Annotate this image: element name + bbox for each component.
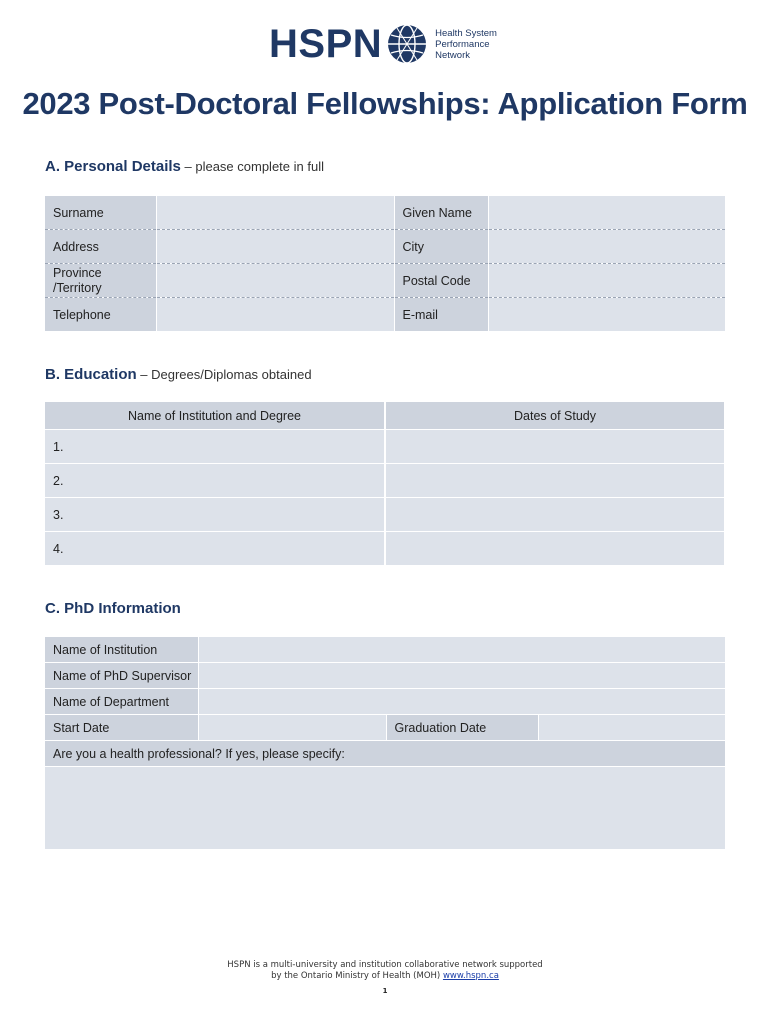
education-row-1-institution[interactable]: 1.	[45, 430, 385, 464]
education-row-2-institution[interactable]: 2.	[45, 464, 385, 498]
table-row	[45, 498, 725, 532]
education-row-4-dates[interactable]	[385, 532, 725, 566]
phd-supervisor-label: Name of PhD Supervisor	[45, 663, 198, 689]
graduation-date-field[interactable]	[538, 715, 725, 741]
education-row-4-institution[interactable]: 4.	[45, 532, 385, 566]
phd-supervisor-field[interactable]	[198, 663, 725, 689]
dates-of-study-column-header: Dates of Study	[385, 402, 725, 430]
address-label: Address	[45, 230, 156, 264]
logo-wordmark: HSPN	[269, 22, 383, 66]
footer-note: HSPN is a multi-university and institution collaborative network supported by the Ontario Ministry of Health (MOH) www.hspn.ca	[227, 960, 543, 981]
table-row	[45, 532, 725, 566]
department-field[interactable]	[198, 689, 725, 715]
given-name-field[interactable]	[488, 196, 725, 230]
telephone-field[interactable]	[156, 298, 394, 332]
start-date-field[interactable]	[198, 715, 386, 741]
health-professional-answer-field[interactable]	[45, 767, 725, 850]
form-title: 2023 Post-Doctoral Fellowships: Application Form	[22, 86, 748, 121]
start-date-label: Start Date	[45, 715, 198, 741]
surname-field[interactable]	[156, 196, 394, 230]
education-row-2-dates[interactable]	[385, 464, 725, 498]
province-field[interactable]	[156, 264, 394, 298]
table-row	[45, 464, 725, 498]
department-label: Name of Department	[45, 689, 198, 715]
education-row-3-institution[interactable]: 3.	[45, 498, 385, 532]
institution-degree-column-header: Name of Institution and Degree	[45, 402, 385, 430]
city-label: City	[394, 230, 488, 264]
phd-information-table	[45, 636, 726, 849]
table-row	[45, 430, 725, 464]
hspn-website-link[interactable]: www.hspn.ca	[442, 971, 499, 981]
email-label: E-mail	[394, 298, 488, 332]
education-row-3-dates[interactable]	[385, 498, 725, 532]
globe-icon	[387, 24, 427, 64]
personal-details-table	[45, 196, 726, 331]
page-number: 1	[382, 987, 388, 995]
city-field[interactable]	[488, 230, 725, 264]
province-label: Province /Territory	[45, 264, 156, 298]
section-b-heading: B. Education – Degrees/Diplomas obtained	[45, 366, 312, 383]
graduation-date-label: Graduation Date	[386, 715, 538, 741]
section-c-heading: C. PhD Information	[45, 600, 181, 617]
telephone-label: Telephone	[45, 298, 156, 332]
postal-code-label: Postal Code	[394, 264, 488, 298]
phd-institution-label: Name of Institution	[45, 637, 198, 663]
email-field[interactable]	[488, 298, 725, 332]
hspn-logo	[269, 22, 497, 66]
logo-tagline: Health System Performance Network	[435, 27, 497, 61]
section-a-heading: A. Personal Details – please complete in full	[45, 158, 324, 175]
phd-institution-field[interactable]	[198, 637, 725, 663]
health-professional-question: Are you a health professional? If yes, please specify:	[45, 741, 725, 767]
address-field[interactable]	[156, 230, 394, 264]
education-row-1-dates[interactable]	[385, 430, 725, 464]
education-table	[45, 402, 726, 565]
given-name-label: Given Name	[394, 196, 488, 230]
postal-code-field[interactable]	[488, 264, 725, 298]
surname-label: Surname	[45, 196, 156, 230]
